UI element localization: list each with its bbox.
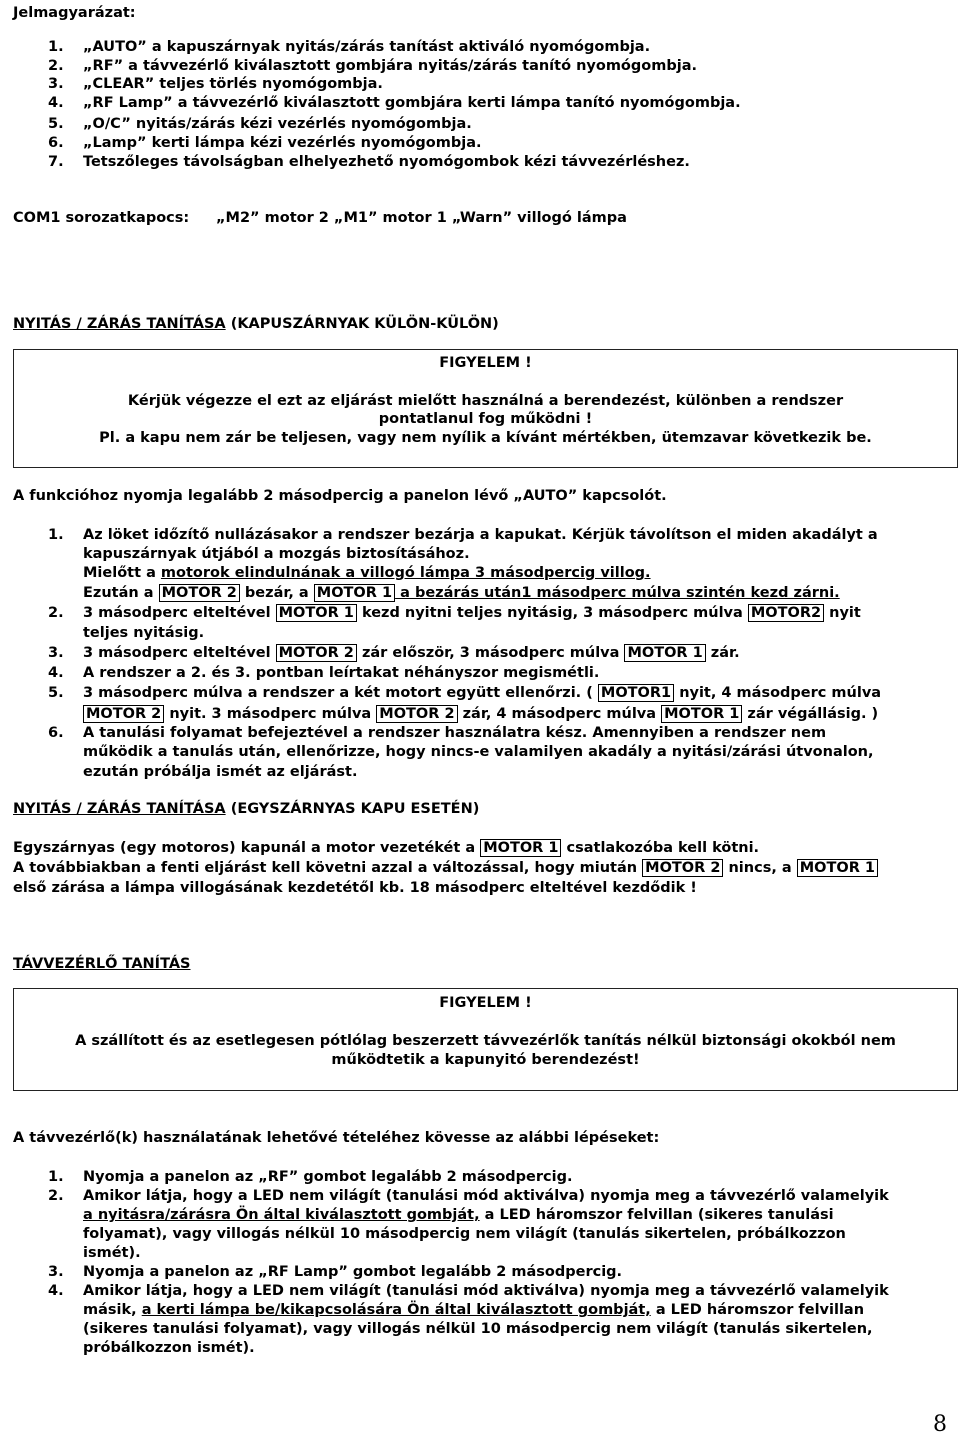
step-text: Az löket időzítő nullázásakor a rendszer bezárja a kapukat. Kérjük távolítson el miden akadályt a	[83, 527, 878, 543]
step-text: kapuszárnyak útjából a mozgás biztosításához.	[83, 546, 470, 562]
motor-label-box: MOTOR 1	[661, 705, 742, 723]
warning-line: A szállított és az esetlegesen pótlólag beszerzett távvezérlők tanítás nélkül biztonsági okokból nem	[75, 1033, 896, 1049]
section-title-rest: (KAPUSZÁRNYAK KÜLÖN-KÜLÖN)	[225, 316, 499, 332]
warning-box-2	[13, 988, 958, 1091]
step-text: Amikor látja, hogy a LED nem világít (tanulási mód aktiválva) nyomja meg a távvezérlő valamelyik	[83, 1283, 889, 1299]
step-num: 3.	[48, 1264, 64, 1280]
step-text	[83, 1301, 864, 1321]
legend-item: „RF” a távvezérlő kiválasztott gombjára nyitás/zárás tanító nyomógombja.	[83, 58, 697, 74]
step-text: Nyomja a panelon az „RF Lamp” gombot legalább 2 másodpercig.	[83, 1264, 623, 1280]
legend-item: „O/C” nyitás/zárás kézi vezérlés nyomógombja.	[83, 116, 472, 132]
section2-line: első zárása a lámpa villogásának kezdetétől kb. 18 másodperc elteltével kezdődik !	[13, 880, 697, 896]
text-run: Ezután a	[83, 585, 159, 601]
section1-intro: A funkcióhoz nyomja legalább 2 másodpercig a panelon lévő „AUTO” kapcsolót.	[13, 488, 667, 504]
text-run: nyit. 3 másodperc múlva	[164, 706, 377, 722]
motor-label-box: MOTOR 1	[276, 604, 357, 622]
legend-num: 3.	[48, 76, 64, 92]
step-num: 3.	[48, 645, 64, 661]
text-run: 3 másodperc elteltével	[83, 605, 276, 621]
legend-item: „CLEAR” teljes törlés nyomógombja.	[83, 76, 383, 92]
text-run: 3 másodperc elteltével	[83, 645, 276, 661]
text-run: a nyitásra/zárásra Ön által kiválasztott gombját,	[83, 1207, 480, 1223]
section-title-rest: (EGYSZÁRNYAS KAPU ESETÉN)	[225, 801, 480, 817]
text-run: kezd nyitni teljes nyitásig, 3 másodperc múlva	[356, 605, 748, 621]
text-run: a LED háromszor felvillan	[650, 1302, 865, 1318]
text-run: A továbbiakban a fenti eljárást kell követni azzal a változással, hogy miután	[13, 860, 643, 876]
motor-label-box: MOTOR1	[598, 684, 674, 702]
section-title-underlined: NYITÁS / ZÁRÁS TANÍTÁSA	[13, 801, 226, 817]
motor-label-box: MOTOR 2	[276, 644, 357, 662]
step-text: A rendszer a 2. és 3. pontban leírtakat néhányszor megismétli.	[83, 665, 600, 681]
step-num: 4.	[48, 1283, 64, 1299]
text-run: motorok elindulnának a villogó lámpa 3 másodpercig villog.	[160, 565, 651, 581]
step-num: 1.	[48, 527, 64, 543]
step-text: folyamat), vagy villogás nélkül 10 másodpercig nem világít (tanulás sikertelen, próbálkozzon	[83, 1226, 846, 1242]
legend-num: 2.	[48, 58, 64, 74]
step-text	[83, 604, 861, 624]
section-title-underlined: NYITÁS / ZÁRÁS TANÍTÁSA	[13, 316, 226, 332]
text-run: zár.	[705, 645, 740, 661]
step-num: 2.	[48, 1188, 64, 1204]
text-run: a kerti lámpa be/kikapcsolására Ön által kiválasztott gombját,	[141, 1302, 651, 1318]
warning-line: pontatlanul fog működni !	[378, 411, 593, 427]
section2-line	[13, 859, 878, 879]
text-run: nyit, 4 másodperc múlva	[674, 685, 882, 701]
motor-label-box: MOTOR 2	[376, 705, 457, 723]
text-run: 3 másodperc múlva a rendszer a két motort együtt ellenőrzi. (	[83, 685, 598, 701]
com1-value: „M2” motor 2 „M1” motor 1 „Warn” villogó lámpa	[216, 210, 627, 226]
motor-label-box: MOTOR 2	[159, 584, 240, 602]
step-text: teljes nyitásig.	[83, 625, 205, 641]
warning-line: működtetik a kapunyitó berendezést!	[331, 1052, 640, 1068]
section-title-1	[13, 315, 499, 335]
motor-label-box: MOTOR 1	[480, 839, 561, 857]
legend-item: „Lamp” kerti lámpa kézi vezérlés nyomógombja.	[83, 135, 482, 151]
motor-label-box: MOTOR 1	[624, 644, 705, 662]
warning-line: Kérjük végezze el ezt az eljárást mielőtt használná a berendezést, különben a rendszer	[127, 393, 844, 409]
text-run: bezár, a	[239, 585, 314, 601]
legend-num: 1.	[48, 39, 64, 55]
text-run: csatlakozóba kell kötni.	[561, 840, 760, 856]
text-run: Mielőtt a	[83, 565, 161, 581]
text-run: a LED háromszor felvillan (sikeres tanulási	[479, 1207, 834, 1223]
page-number: 8	[933, 1412, 947, 1437]
legend-num: 5.	[48, 116, 64, 132]
step-num: 6.	[48, 725, 64, 741]
step-text: próbálkozzon ismét).	[83, 1340, 255, 1356]
text-run: másik,	[83, 1302, 142, 1318]
legend-num: 7.	[48, 154, 64, 170]
step-num: 5.	[48, 685, 64, 701]
text-run: zár először, 3 másodperc múlva	[356, 645, 625, 661]
motor-label-box: MOTOR2	[748, 604, 824, 622]
text-run: nyit	[824, 605, 861, 621]
step-text: ismét).	[83, 1245, 141, 1261]
step-text	[83, 1206, 834, 1226]
text-run: zár végállásig. )	[742, 706, 879, 722]
step-num: 2.	[48, 605, 64, 621]
warning-heading: FIGYELEM !	[439, 995, 532, 1011]
section2-line	[13, 839, 759, 859]
text-run: Egyszárnyas (egy motoros) kapunál a motor vezetékét a	[13, 840, 481, 856]
text-run: a bezárás után1 másodperc múlva szintén kezd zárni.	[395, 585, 840, 601]
step-text	[83, 584, 840, 604]
motor-label-box: MOTOR 2	[83, 705, 164, 723]
step-text	[83, 644, 740, 664]
section-title-3: TÁVVEZÉRLŐ TANÍTÁS	[13, 956, 191, 972]
warning-heading: FIGYELEM !	[439, 355, 532, 371]
step-text	[83, 684, 881, 704]
legend-num: 4.	[48, 95, 64, 111]
legend-num: 6.	[48, 135, 64, 151]
step-text: ezután próbálja ismét az eljárást.	[83, 764, 358, 780]
step-text: Nyomja a panelon az „RF” gombot legalább 2 másodpercig.	[83, 1169, 573, 1185]
warning-box-1	[13, 349, 958, 468]
section-title-2	[13, 800, 479, 820]
step-text: működik a tanulás után, ellenőrizze, hogy nincs-e valamilyen akadály a nyitási/zárási útvonalon,	[83, 744, 874, 760]
step-text: Amikor látja, hogy a LED nem világít (tanulási mód aktiválva) nyomja meg a távvezérlő valamelyik	[83, 1188, 889, 1204]
warning-line: Pl. a kapu nem zár be teljesen, vagy nem nyílik a kívánt mértékben, ütemzavar következik be.	[99, 430, 872, 446]
step-num: 1.	[48, 1169, 64, 1185]
motor-label-box: MOTOR 1	[314, 584, 395, 602]
text-run: zár, 4 másodperc múlva	[457, 706, 662, 722]
step-text	[83, 705, 878, 725]
step-text: (sikeres tanulási folyamat), vagy villogás nélkül 10 másodpercig nem világít (tanulás sikertelen,	[83, 1321, 873, 1337]
legend-item: „AUTO” a kapuszárnyak nyitás/zárás tanítást aktiváló nyomógombja.	[83, 39, 651, 55]
section3-intro: A távvezérlő(k) használatának lehetővé tételéhez kövesse az alábbi lépéseket:	[13, 1130, 660, 1146]
motor-label-box: MOTOR 1	[797, 859, 878, 877]
motor-label-box: MOTOR 2	[642, 859, 723, 877]
step-num: 4.	[48, 665, 64, 681]
legend-title: Jelmagyarázat:	[13, 5, 136, 21]
step-text: A tanulási folyamat befejeztével a rendszer használatra kész. Amennyiben a rendszer nem	[83, 725, 827, 741]
legend-item: Tetszőleges távolságban elhelyezhető nyomógombok kézi távvezérléshez.	[83, 154, 690, 170]
step-text	[83, 564, 651, 584]
text-run: nincs, a	[723, 860, 797, 876]
com1-label: COM1 sorozatkapocs:	[13, 210, 190, 226]
legend-item: „RF Lamp” a távvezérlő kiválasztott gombjára kerti lámpa tanító nyomógombja.	[83, 95, 741, 111]
